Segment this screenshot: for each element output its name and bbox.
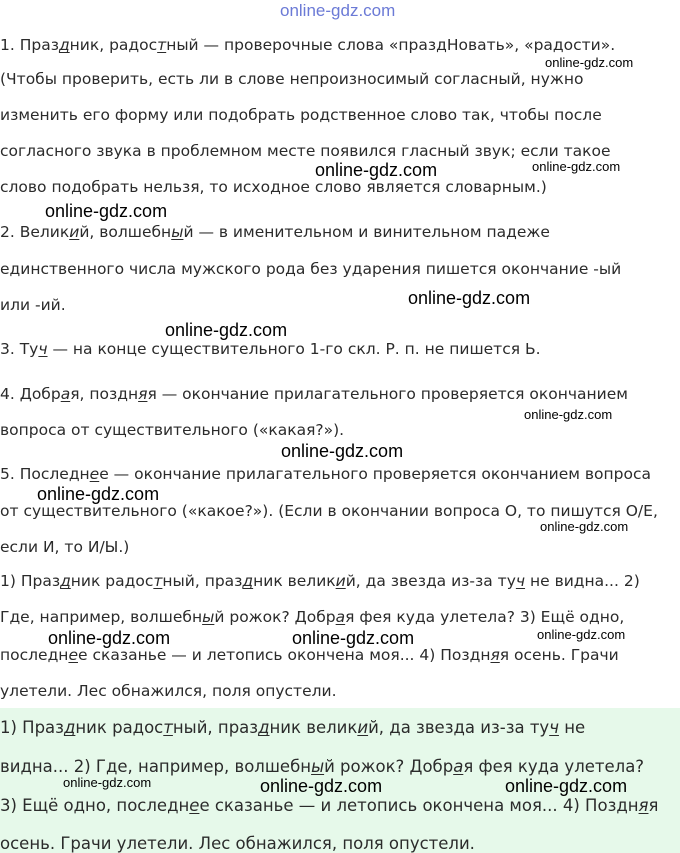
- watermark: online-gdz.com: [281, 441, 404, 461]
- p6-line2: Где, например, волшебный рожок? Добрая фея куда улетела? 3) Ещё одно,: [0, 608, 625, 626]
- p2-line1: 2. Великий, волшебный — в именительном и винительном падеже: [0, 223, 550, 241]
- p1-line2: (Чтобы проверить, есть ли в слове непроизносимый согласный, нужно: [0, 70, 584, 88]
- watermark: online-gdz.com: [165, 320, 288, 340]
- watermark: online-gdz.com: [63, 775, 152, 790]
- watermark: online-gdz.com: [537, 627, 626, 642]
- p2-line3: или -ий.: [0, 296, 66, 314]
- p6-line1: 1) Праздник радостный, праздник великий, да звезда из-за туч не видна... 2): [0, 572, 640, 590]
- watermark: online-gdz.com: [540, 519, 629, 534]
- p1-line5: слово подобрать нельзя, то исходное слово является словарным.): [0, 178, 547, 196]
- p7-line1: 1) Праздник радостный, праздник великий, да звезда из-за туч не: [0, 718, 586, 737]
- watermark: online-gdz.com: [45, 201, 168, 221]
- watermark: online-gdz.com: [545, 55, 634, 70]
- p4-line2: вопроса от существительного («какая?»).: [0, 421, 345, 439]
- watermark: online-gdz.com: [37, 484, 160, 504]
- watermark: online-gdz.com: [280, 1, 396, 20]
- watermark: online-gdz.com: [292, 628, 415, 648]
- watermark: online-gdz.com: [48, 628, 171, 648]
- watermark: online-gdz.com: [315, 160, 438, 180]
- p3-line1: 3. Туч — на конце существительного 1-го скл. Р. п. не пишется Ь.: [0, 340, 541, 358]
- p2-line2: единственного числа мужского рода без ударения пишется окончание -ый: [0, 260, 622, 278]
- p1-line1: 1. Праздник, радостный — проверочные слова «праздНовать», «радости».: [0, 36, 616, 54]
- p7-line2: видна... 2) Где, например, волшебный рожок? Добрая фея куда улетела?: [0, 757, 645, 776]
- p6-line3: последнее сказанье — и летопись окончена моя... 4) Поздняя осень. Грачи: [0, 646, 619, 664]
- p4-line1: 4. Добрая, поздняя — окончание прилагательного проверяется окончанием: [0, 385, 628, 403]
- p7-line3: 3) Ещё одно, последнее сказанье — и летопись окончена моя... 4) Поздняя: [0, 796, 659, 815]
- p5-line1: 5. Последнее — окончание прилагательного проверяется окончанием вопроса: [0, 465, 651, 483]
- p1-line3: изменить его форму или подобрать родственное слово так, чтобы после: [0, 106, 602, 124]
- p7-line4: осень. Грачи улетели. Лес обнажился, поля опустели.: [0, 834, 475, 853]
- watermark: online-gdz.com: [524, 407, 613, 422]
- p1-line4: согласного звука в проблемном месте появился гласный звук; если такое: [0, 142, 611, 160]
- p5-line2: от существительного («какое?»). (Если в окончании вопроса О, то пишутся О/Е,: [0, 502, 658, 520]
- p6-line4: улетели. Лес обнажился, поля опустели.: [0, 682, 337, 700]
- p5-line3: если И, то И/Ы.): [0, 538, 130, 556]
- watermark: online-gdz.com: [260, 776, 383, 796]
- watermark: online-gdz.com: [505, 776, 628, 796]
- watermark: online-gdz.com: [408, 288, 531, 308]
- watermark: online-gdz.com: [532, 159, 621, 174]
